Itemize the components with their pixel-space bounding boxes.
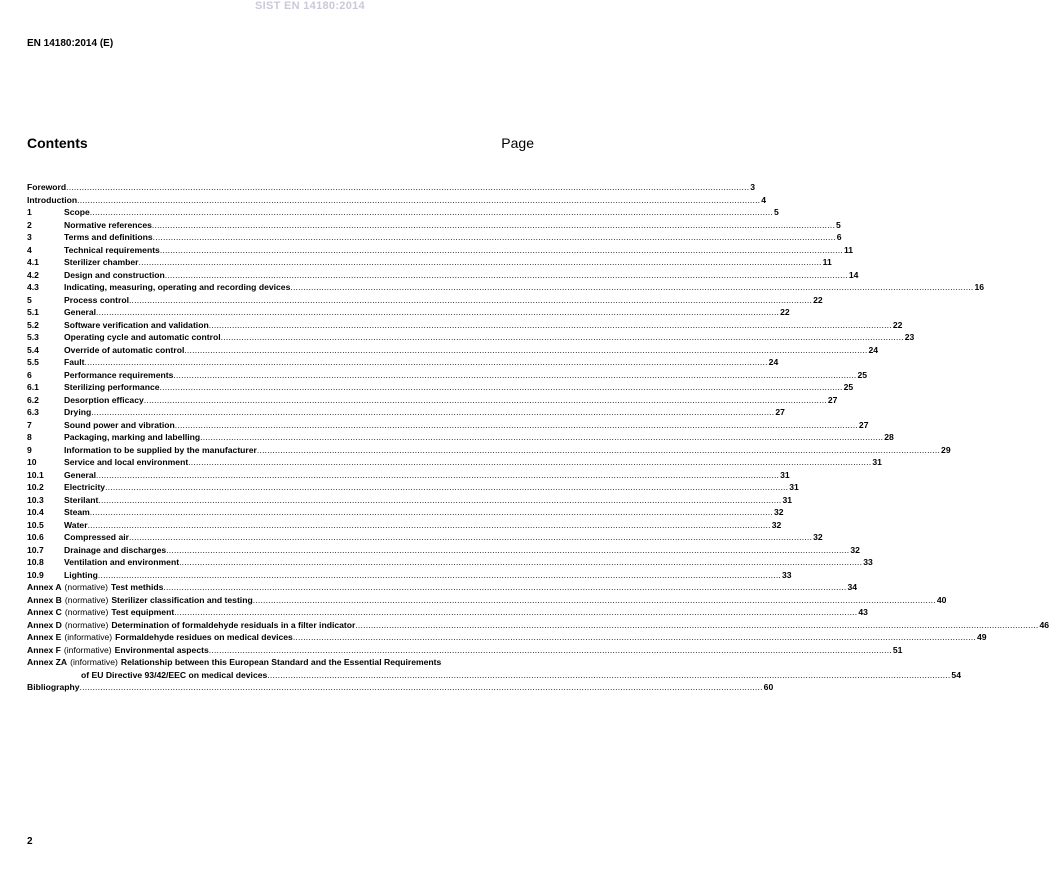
toc-entry-page: 3 [750,182,756,192]
toc-entry[interactable] [27,681,774,694]
toc-entry-page: 6 [836,232,842,242]
toc-entry[interactable] [27,419,869,432]
toc-entry-number: 7 [27,419,32,430]
toc-leader-dots [139,256,822,269]
toc-leader-dots [90,206,773,219]
toc-entry-page: 22 [813,294,823,305]
toc-entry-page: 25 [857,369,868,380]
toc-leader-dots [174,606,857,619]
toc-entry-title: Test equipment [111,607,175,617]
toc-entry-number: 10.4 [27,507,44,517]
toc-entry-page: 33 [863,557,873,567]
toc-entry-number: Annex C [27,607,62,617]
toc-leader-dots [355,619,1038,632]
toc-entry-page: 32 [771,519,782,530]
toc-entry-title: Drying [64,407,92,417]
toc-entry-title: Process control [64,294,129,305]
toc-entry-page: 32 [813,532,823,542]
toc-entry-number: 6.2 [27,394,39,405]
toc-entry[interactable] [27,381,854,394]
toc-entry-title: Desorption efficacy [64,394,144,405]
toc-leader-dots [88,519,771,532]
toc-entry[interactable] [27,356,779,369]
toc-leader-dots [90,506,773,519]
toc-entry-page: 23 [904,332,915,342]
toc-entry[interactable] [27,656,534,669]
toc-entry-page: 31 [789,482,799,492]
toc-leader-dots [165,269,848,282]
toc-entry-page: 51 [892,644,903,655]
toc-leader-dots [160,244,843,257]
toc-entry[interactable] [27,494,793,507]
toc-entry-number: Annex A [27,582,62,592]
toc-entry-page: 31 [780,469,790,480]
toc-entry[interactable] [27,556,873,569]
toc-leader-dots [200,431,883,444]
toc-entry-number: 10.3 [27,494,44,505]
toc-leader-dots [209,319,892,332]
toc-entry-number: 5.3 [27,332,39,342]
toc-entry-number: Annex B [27,594,62,605]
toc-entry-title: Environmental aspects [114,644,209,655]
toc-entry[interactable] [27,369,868,382]
toc-entry-title: Compressed air [64,532,129,542]
toc-entry[interactable] [27,394,838,407]
toc-entry-title: Formaldehyde residues on medical devices [115,632,293,642]
watermark: SIST EN 14180:2014 [255,0,365,12]
toc-leader-dots [96,469,779,482]
toc-entry-page: 40 [936,594,947,605]
toc-entry-number: 8 [27,432,32,442]
toc-leader-dots [105,481,788,494]
toc-entry-title: Foreword [27,182,67,192]
toc-entry-number: Annex E [27,632,62,642]
toc-entry-page: 14 [848,269,859,280]
toc-entry[interactable] [27,481,799,494]
toc-entry[interactable] [27,244,854,257]
toc-entry-title: Operating cycle and automatic control [64,332,221,342]
toc-entry-title: Lighting [64,569,98,580]
toc-leader-dots [163,581,846,594]
toc-entry-number: 4.1 [27,257,39,267]
toc-entry-number: Annex F [27,644,61,655]
page-column-label: Page [501,135,534,151]
toc-entry[interactable] [27,456,882,469]
toc-entry-number: 4.2 [27,269,39,280]
toc-entry-title: Sterilizing performance [64,382,160,392]
toc-entry-title: Indicating, measuring, operating and recording devices [64,282,291,292]
toc-entry-title: Normative references [64,219,152,230]
toc-entry-page: 25 [843,382,854,392]
toc-leader-dots [144,394,827,407]
toc-entry[interactable] [27,606,868,619]
toc-entry-page: 24 [868,344,879,355]
toc-entry-title: Sterilizer chamber [64,257,139,267]
toc-entry-page: 34 [847,582,858,592]
toc-leader-dots [184,344,867,357]
toc-leader-dots [96,306,779,319]
toc-entry[interactable] [27,194,767,207]
toc-entry-number: 4.3 [27,282,39,292]
toc-entry-page: 27 [775,407,785,417]
toc-entry-page: 4 [761,194,767,205]
toc-entry-number: 9 [27,444,32,455]
toc-entry[interactable] [27,319,903,332]
toc-entry[interactable] [27,294,823,307]
toc-entry-page: 16 [974,282,985,292]
toc-entry[interactable] [27,619,1049,632]
toc-entry-title: General [64,469,97,480]
toc-entry-number: 10.1 [27,469,44,480]
toc-entry[interactable] [27,631,987,644]
toc-leader-dots [188,456,871,469]
toc-entry-number: 6.1 [27,382,39,392]
toc-entry-title: Software verification and validation [64,319,209,330]
toc-entry[interactable] [27,531,823,544]
toc-entry-number: 1 [27,207,32,217]
toc-leader-dots [293,631,976,644]
toc-entry-title: of EU Directive 93/42/EEC on medical devices [81,669,268,680]
toc-entry-title: General [64,307,97,317]
toc-entry-page: 22 [892,319,903,330]
toc-leader-dots [290,281,973,294]
toc-entry-page: 31 [782,494,793,505]
toc-entry-title: Sterilant [64,494,99,505]
toc-leader-dots [166,544,849,557]
toc-entry-number: 10.7 [27,544,44,555]
toc-entry-page: 46 [1039,619,1049,630]
toc-entry[interactable] [27,469,790,482]
toc-entry-number: 10.5 [27,519,44,530]
toc-entry-number: 6 [27,369,32,380]
toc-entry-title: Electricity [64,482,106,492]
toc-leader-dots [91,406,774,419]
toc-entry-title: Drainage and discharges [64,544,167,555]
toc-entry-number: Annex D [27,619,62,630]
toc-entry-number: 5.4 [27,344,39,355]
toc-entry-number: 10.6 [27,532,44,542]
page-number: 2 [27,836,33,847]
toc-entry-qualifier: (normative) [64,607,109,617]
toc-entry[interactable] [27,269,859,282]
toc-entry-title: Introduction [27,194,78,205]
toc-entry-number: 5 [27,294,32,305]
toc-entry-title: Performance requirements [64,369,174,380]
toc-entry-page: 31 [872,457,882,467]
toc-entry-page: 24 [768,357,779,367]
toc-entry[interactable] [27,669,961,682]
toc-leader-dots [267,669,950,682]
toc-entry[interactable] [27,406,785,419]
toc-entry-qualifier: (informative) [63,644,112,655]
toc-entry[interactable] [27,506,784,519]
toc-entry-page: 5 [773,207,779,217]
table-of-contents [27,181,1049,694]
toc-leader-dots [209,644,892,657]
toc-entry-number: 4 [27,244,32,255]
toc-leader-dots [257,444,940,457]
toc-entry[interactable] [27,344,879,357]
toc-entry-number: 3 [27,232,32,242]
toc-entry-title: Water [64,519,88,530]
toc-entry[interactable] [27,569,792,582]
toc-entry-page: 11 [822,257,832,267]
toc-entry-number: 10.8 [27,557,44,567]
toc-entry-title: Packaging, marking and labelling [64,432,201,442]
toc-entry-title: Terms and definitions [64,232,153,242]
toc-leader-dots [98,569,781,582]
toc-leader-dots [80,681,763,694]
toc-leader-dots [221,331,904,344]
toc-entry-qualifier: (normative) [64,619,109,630]
toc-entry-qualifier: (informative) [64,632,113,642]
toc-entry-number: 10 [27,457,37,467]
toc-entry-title: Technical requirements [64,244,160,255]
toc-entry[interactable] [27,594,947,607]
toc-leader-dots [153,231,836,244]
toc-entry-title: Sterilizer classification and testing [111,594,253,605]
toc-leader-dots [129,294,812,307]
toc-entry[interactable] [27,581,858,594]
toc-entry-title: Steam [64,507,90,517]
toc-entry-title: Design and construction [64,269,165,280]
toc-leader-dots [98,494,781,507]
toc-entry-title: Scope [64,207,90,217]
toc-entry[interactable] [27,231,842,244]
toc-entry-title: Determination of formaldehyde residuals in a filter indicator [111,619,356,630]
toc-entry-number: 5.2 [27,319,39,330]
toc-leader-dots [175,419,858,432]
toc-entry-page: 54 [951,669,961,680]
toc-entry-title: Bibliography [27,682,80,692]
toc-entry-qualifier: (normative) [64,594,109,605]
toc-leader-dots [129,531,812,544]
toc-entry-title: Service and local environment [64,457,189,467]
toc-entry-number: 6.3 [27,407,39,417]
toc-entry-qualifier: (normative) [64,582,109,592]
toc-entry-number: 2 [27,219,32,230]
toc-entry-page: 11 [843,244,854,255]
toc-entry-number: 5.1 [27,307,39,317]
toc-entry-page: 32 [850,544,860,555]
toc-entry[interactable] [27,219,841,232]
toc-entry[interactable] [27,444,951,457]
toc-entry-page: 49 [976,632,987,642]
toc-entry-page: 28 [884,432,894,442]
toc-entry-page: 32 [773,507,784,517]
toc-entry-number: Annex ZA [27,657,68,667]
toc-entry[interactable] [27,181,756,194]
toc-entry[interactable] [27,331,915,344]
toc-entry-qualifier: (informative) [70,657,118,667]
toc-entry-page: 27 [858,419,869,430]
document-id: EN 14180:2014 (E) [27,38,114,49]
toc-entry-page: 29 [941,444,951,455]
toc-entry-number: 10.2 [27,482,44,492]
toc-entry[interactable] [27,644,903,657]
toc-entry-page: 22 [780,307,790,317]
toc-entry-page: 43 [858,607,868,617]
toc-entry-page: 33 [782,569,792,580]
toc-leader-dots [173,369,856,382]
toc-entry-title: Ventilation and environment [64,557,180,567]
toc-leader-dots [179,556,862,569]
toc-entry[interactable] [27,544,860,557]
toc-entry-page: 60 [763,682,774,692]
toc-leader-dots [85,356,768,369]
toc-entry-page: 5 [836,219,841,230]
toc-entry[interactable] [27,256,832,269]
toc-entry-title: Test methids [111,582,164,592]
toc-entry-title: Sound power and vibration [64,419,175,430]
toc-leader-dots [253,594,936,607]
toc-leader-dots [66,181,749,194]
toc-entry-number: 10.9 [27,569,44,580]
toc-entry-number: 5.5 [27,357,39,367]
contents-title: Contents [27,135,88,151]
toc-entry-title: Information to be supplied by the manufacturer [64,444,257,455]
toc-entry[interactable] [27,519,782,532]
toc-entry-title: Relationship between this European Standard and the Essential Requirements [120,657,442,667]
toc-leader-dots [77,194,760,207]
toc-entry[interactable] [27,431,894,444]
toc-leader-dots [152,219,835,232]
toc-entry-title: Fault [64,357,85,367]
toc-entry[interactable] [27,306,790,319]
toc-entry[interactable] [27,206,779,219]
toc-entry-title: Override of automatic control [64,344,185,355]
toc-entry-page: 27 [827,394,838,405]
toc-entry[interactable] [27,281,985,294]
toc-leader-dots [160,381,843,394]
